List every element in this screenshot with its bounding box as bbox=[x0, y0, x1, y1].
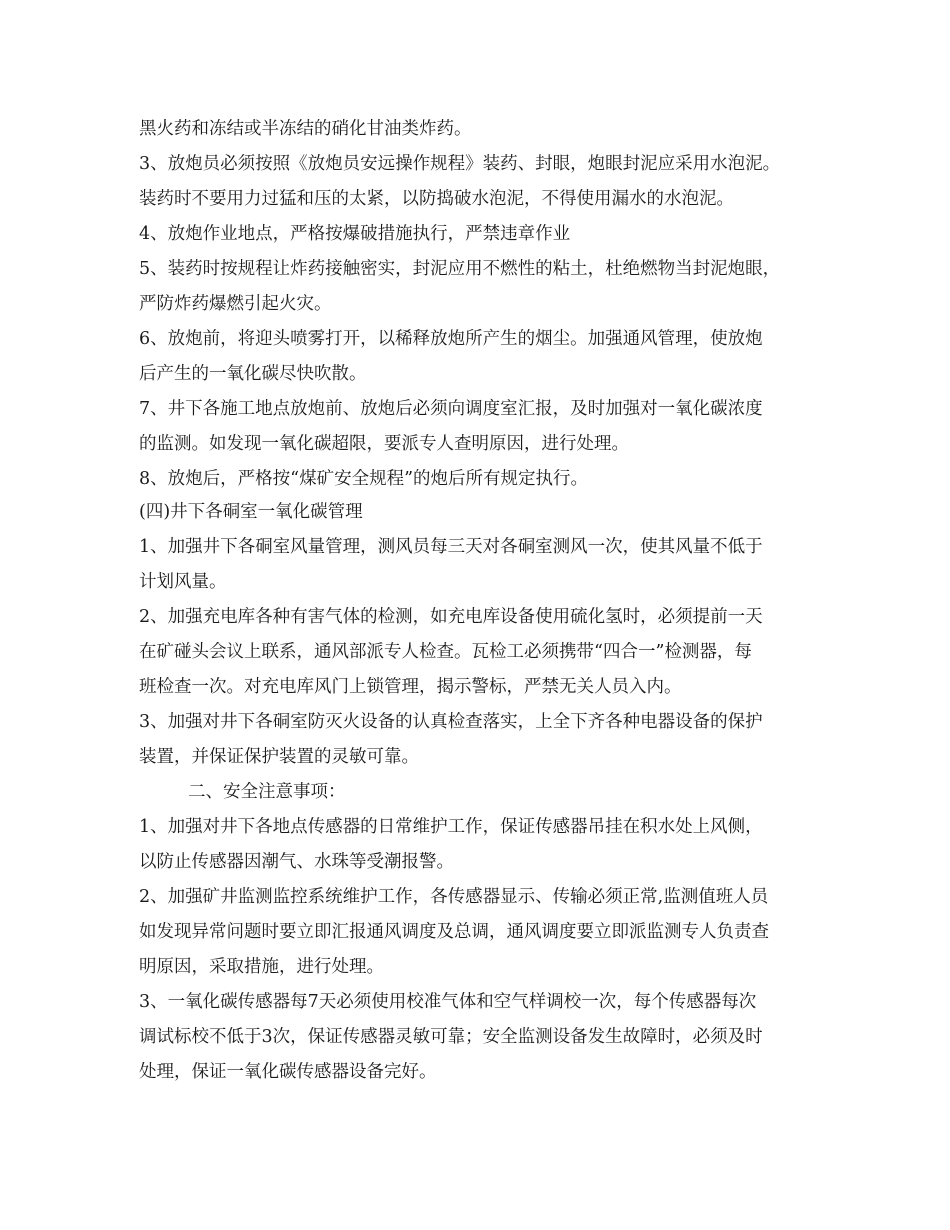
text-line: 的监测。如发现一氧化碳超限，要派专人查明原因，进行处理。 bbox=[139, 434, 629, 454]
text-line: 后产生的一氧化碳尽快吹散。 bbox=[139, 364, 367, 384]
text-line: 严防炸药爆燃引起火灾。 bbox=[139, 294, 332, 314]
text-line: 明原因，采取措施，进行处理。 bbox=[139, 957, 384, 977]
text-line: 3、一氧化碳传感器每7天必须使用校准气体和空气样调校一次，每个传感器每次 bbox=[139, 992, 757, 1012]
text-line: 7、井下各施工地点放炮前、放炮后必须向调度室汇报，及时加强对一氧化碳浓度 bbox=[139, 399, 763, 419]
text-line: 4、放炮作业地点，严格按爆破措施执行，严禁违章作业 bbox=[139, 224, 571, 244]
text-line: 装置，并保证保护装置的灵敏可靠。 bbox=[139, 747, 419, 767]
text-line: 5、装药时按规程让炸药接触密实，封泥应用不燃性的粘土，杜绝燃物当封泥炮眼， bbox=[139, 259, 781, 279]
text-line: 8、放炮后，严格按“煤矿安全规程”的炮后所有规定执行。 bbox=[139, 469, 589, 489]
text-line: 黑火药和冻结或半冻结的硝化甘油类炸药。 bbox=[139, 119, 472, 139]
text-line: 在矿碰头会议上联系，通风部派专人检查。瓦检工必须携带“四合一”检测器，每 bbox=[139, 642, 752, 662]
text-line: 以防止传感器因潮气、水珠等受潮报警。 bbox=[139, 852, 454, 872]
text-line: 调试标校不低于3次，保证传感器灵敏可靠；安全监测设备发生故障时，必须及时 bbox=[139, 1027, 763, 1047]
text-line: 3、放炮员必须按照《放炮员安远操作规程》装药、封眼，炮眼封泥应采用水泡泥。 bbox=[139, 154, 781, 174]
text-line: 1、加强井下各硐室风量管理，测风员每三天对各硐室测风一次，使其风量不低于 bbox=[139, 537, 763, 557]
text-line: 3、加强对井下各硐室防灭火设备的认真检查落实，上全下齐各种电器设备的保护 bbox=[139, 712, 763, 732]
text-line: 2、加强充电库各种有害气体的检测，如充电库设备使用硫化氢时，必须提前一天 bbox=[139, 607, 763, 627]
text-line: 装药时不要用力过猛和压的太紧，以防捣破水泡泥，不得使用漏水的水泡泥。 bbox=[139, 189, 734, 209]
text-line: 如发现异常问题时要立即汇报通风调度及总调，通风调度要立即派监测专人负责查 bbox=[139, 922, 769, 942]
section-heading: (四)井下各硐室一氧化碳管理 bbox=[139, 502, 363, 522]
text-line: 2、加强矿井监测监控系统维护工作，各传感器显示、传输必须正常,监测值班人员 bbox=[139, 887, 769, 907]
text-line: 6、放炮前，将迎头喷雾打开，以稀释放炮所产生的烟尘。加强通风管理，使放炮 bbox=[139, 329, 763, 349]
text-line: 处理，保证一氧化碳传感器设备完好。 bbox=[139, 1062, 437, 1082]
text-line: 班检查一次。对充电库风门上锁管理，揭示警标，严禁无关人员入内。 bbox=[139, 677, 682, 697]
section-heading: 二、安全注意事项： bbox=[188, 782, 346, 802]
text-line: 1、加强对井下各地点传感器的日常维护工作，保证传感器吊挂在积水处上风侧， bbox=[139, 817, 763, 837]
text-line: 计划风量。 bbox=[139, 572, 227, 592]
